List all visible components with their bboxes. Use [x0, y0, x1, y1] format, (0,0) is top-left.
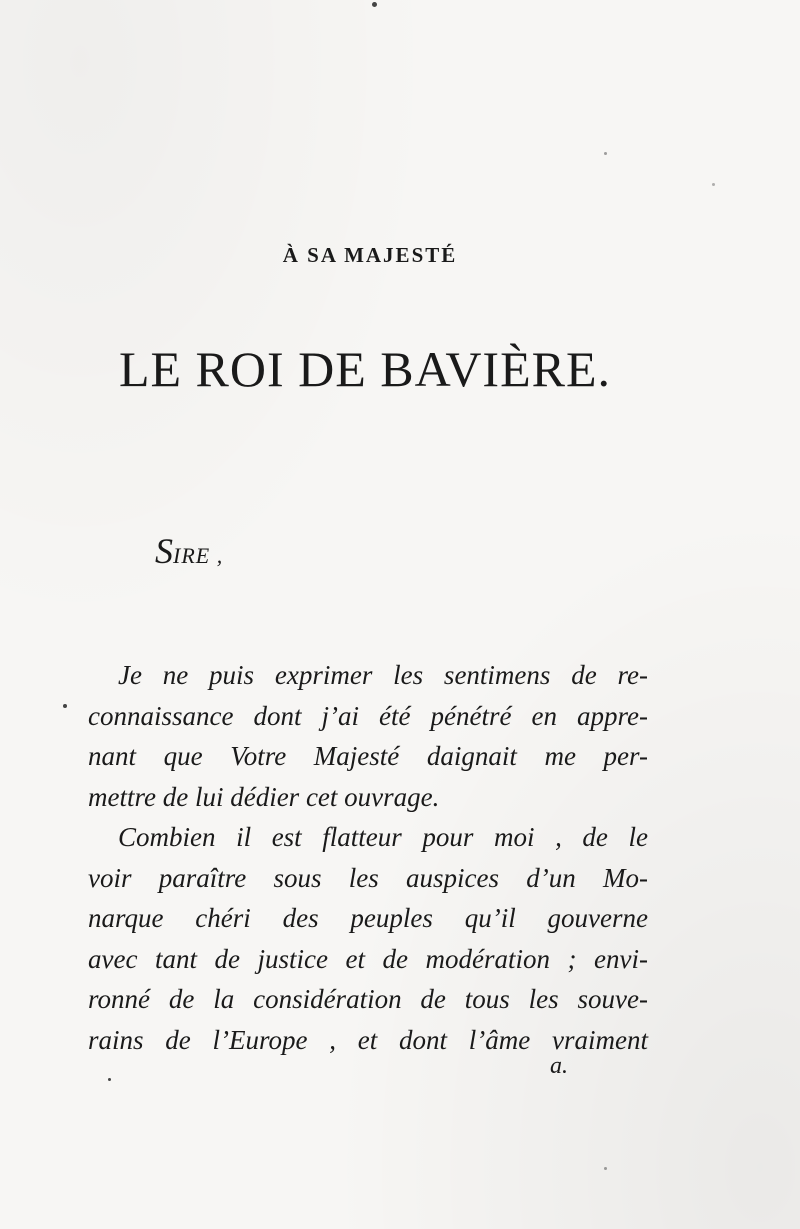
dedication-subheading: À SA MAJESTÉ	[282, 243, 458, 267]
dedication-heading: LE ROI DE BAVIÈRE.	[118, 341, 612, 397]
body-line-2: connaissance dont j’ai été pénétré en appre-	[88, 700, 648, 731]
body-line-1: Je ne puis exprimer les sentimens de re-	[118, 660, 648, 690]
salutation-initial: S	[155, 531, 173, 571]
signature-mark: a.	[550, 1053, 568, 1079]
paper-speck	[712, 183, 715, 186]
body-line-6: voir paraître sous les auspices d’un Mo-	[88, 862, 648, 893]
paper-speck	[63, 704, 67, 708]
body-line-10: rains de l’Europe , et dont l’âme vraiment	[88, 1024, 648, 1055]
body-line-4: mettre de lui dédier cet ouvrage.	[88, 781, 440, 812]
dedication-body	[88, 655, 648, 1060]
body-line-7: narque chéri des peuples qu’il gouverne	[88, 903, 648, 933]
paper-speck	[372, 2, 377, 7]
body-line-3: nant que Votre Majesté daignait me per-	[88, 741, 648, 771]
salutation-rest: IRE ,	[173, 543, 224, 568]
paper-speck	[604, 152, 607, 155]
body-line-9: ronné de la considération de tous les souve-	[88, 984, 648, 1014]
salutation	[155, 530, 223, 572]
body-line-8: avec tant de justice et de modération ; envi-	[88, 943, 648, 974]
paper-speck	[108, 1078, 111, 1081]
body-line-5: Combien il est flatteur pour moi , de le	[118, 822, 648, 852]
paper-speck	[604, 1167, 607, 1170]
